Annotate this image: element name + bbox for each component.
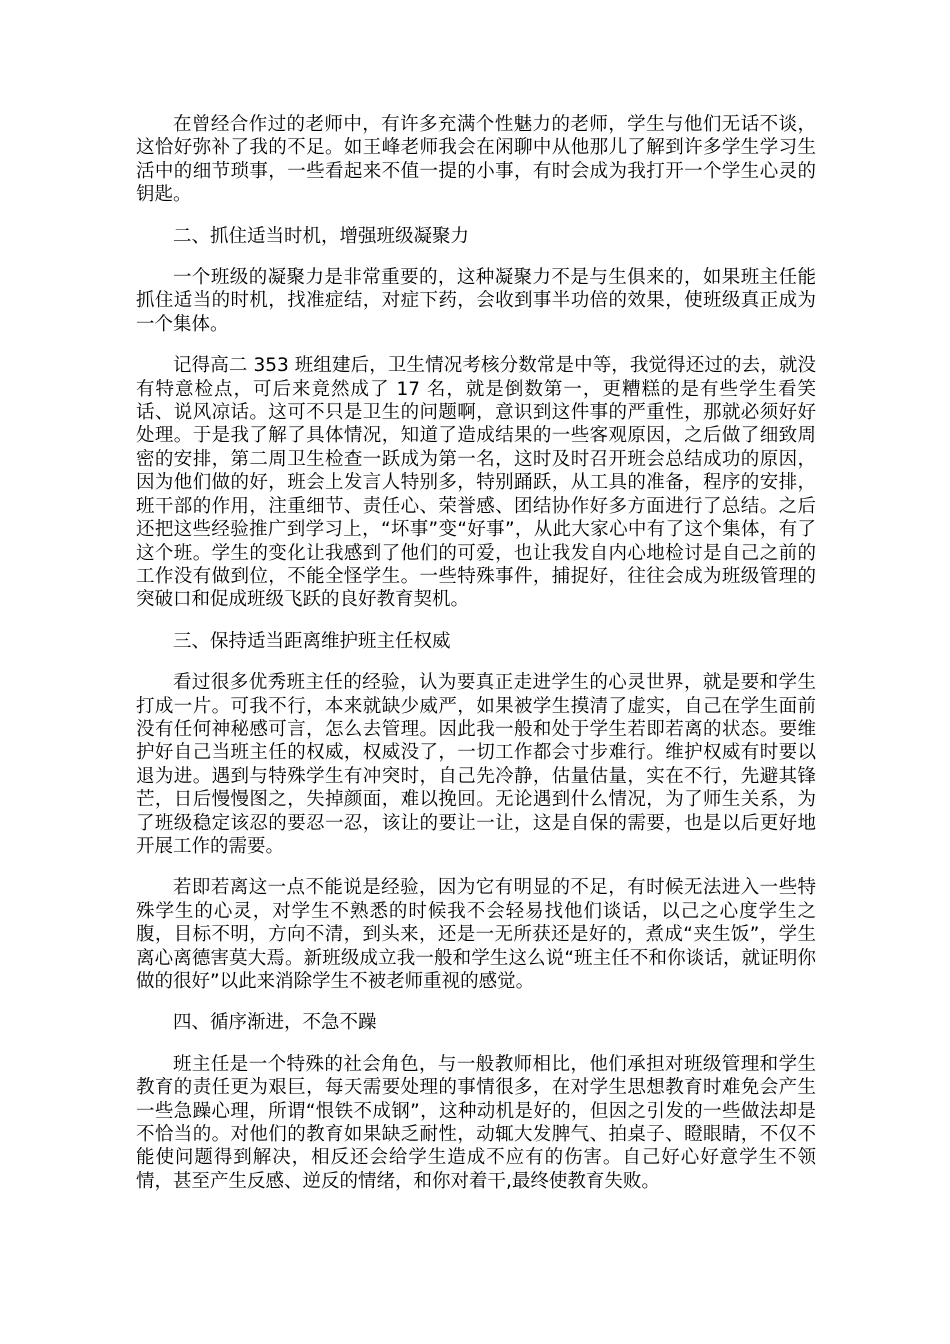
paragraph-class-cohesion: 一个班级的凝聚力是非常重要的，这种凝聚力不是与生俱来的，如果班主任能抓住适当的时机，找准症结，对症下药，会收到事半功倍的效果，使班级真正成为一个集体。 — [136, 267, 816, 335]
paragraph-cooperating-teachers: 在曾经合作过的老师中，有许多充满个性魅力的老师，学生与他们无话不谈，这恰好弥补了我的不足。如王峰老师我会在闲聊中从他那儿了解到许多学生学习生活中的细节琐事，一些看起来不值一提的小事，有时会成为我打开一个学生心灵的钥匙。 — [136, 114, 816, 206]
section-heading-2: 二、抓住适当时机，增强班级凝聚力 — [173, 225, 470, 247]
document-body — [136, 113, 816, 1211]
paragraph-keeping-distance: 若即若离这一点不能说是经验，因为它有明显的不足，有时候无法进入一些特殊学生的心灵，对学生不熟悉的时候我不会轻易找他们谈话，以己之心度学生之腹，目标不明，方向不清，到头来，还是一无所获还是好的，煮成“夹生饭”，学生离心离德害莫大焉。新班级成立我一般和学生这么说“班主任不和你谈话，就证明你做的很好”以此来消除学生不被老师重视的感觉。 — [136, 877, 816, 992]
section-heading-4: 四、循序渐进，不急不躁 — [173, 1012, 377, 1034]
paragraph-hygiene-story: 记得高二 353 班组建后，卫生情况考核分数常是中等，我觉得还过的去，就没有特意检点，可后来竟然成了 17 名，就是倒数第一，更糟糕的是有些学生看笑话、说风凉话。这可不只是卫生的问题啊，意识到这件事的严重性，那就必须好好处理。于是我了解了具体情况，知道了造成结果的一些客观原因，之后做了细致周密的安排，第二周卫生检查一跃成为第一名，这时及时召开班会总结成功的原因，因为他们做的好，班会上发言人特别多，特别踊跃，从工具的准备，程序的安排，班干部的作用，注重细节、责任心、荣誉感、团结协作好多方面进行了总结。之后还把这些经验推广到学习上，“坏事”变“好事”，从此大家心中有了这个集体，有了这个班。学生的变化让我感到了他们的可爱，也让我发自内心地检讨是自己之前的工作没有做到位，不能全怪学生。一些特殊事件，捕捉好，往往会成为班级管理的突破口和促成班级飞跃的良好教育契机。 — [136, 355, 816, 611]
paragraph-teacher-authority: 看过很多优秀班主任的经验，认为要真正走进学生的心灵世界，就是要和学生打成一片。可我不行，本来就缺少威严，如果被学生摸清了虚实，自己在学生面前没有任何神秘感可言，怎么去管理。因此我一般和处于学生若即若离的状态。要维护好自己当班主任的权威，权威没了，一切工作都会寸步难行。维护权威有时要以退为进。遇到与特殊学生有冲突时，自己先冷静，估量估量，实在不行，先避其锋芒，日后慢慢图之，失掉颜面，难以挽回。无论遇到什么情况，为了师生关系，为了班级稳定该忍的要忍一忍，该让的要让一让，这是自保的需要，也是以后更好地开展工作的需要。 — [136, 672, 816, 857]
paragraph-patience: 班主任是一个特殊的社会角色，与一般教师相比，他们承担对班级管理和学生教育的责任更为艰巨，每天需要处理的事情很多，在对学生思想教育时难免会产生一些急躁心理，所谓“恨铁不成钢”，这种动机是好的，但因之引发的一些做法却是不恰当的。对他们的教育如果缺乏耐性，动辄大发脾气、拍桌子、瞪眼睛，不仅不能使问题得到解决，相反还会给学生造成不应有的伤害。自己好心好意学生不领情，甚至产生反感、逆反的情绪，和你对着干,最终使教育失败。 — [136, 1053, 816, 1192]
section-heading-3: 三、保持适当距离维护班主任权威 — [173, 630, 451, 652]
